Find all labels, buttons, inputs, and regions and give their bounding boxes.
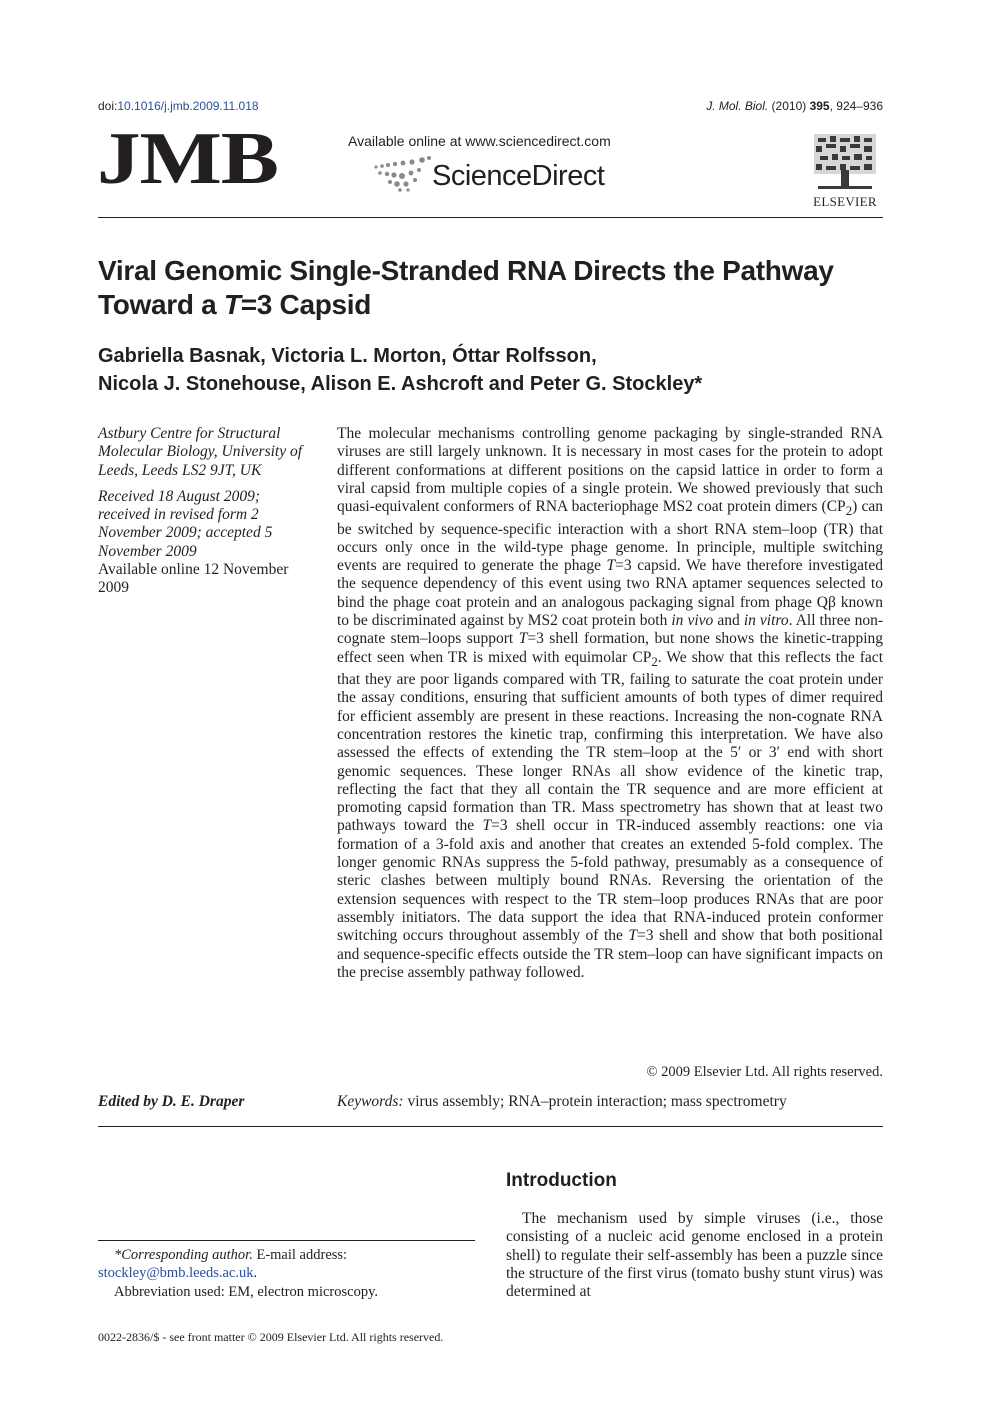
available-online-date: Available online 12 November 2009	[98, 561, 289, 597]
sciencedirect-logo-icon	[372, 153, 432, 193]
sciencedirect-wordmark: ScienceDirect	[432, 160, 605, 192]
author-list: Gabriella Basnak, Victoria L. Morton, Óttar Rolfsson, Nicola J. Stonehouse, Alison E. Ashcroft and Peter G. Stockley*	[98, 345, 703, 395]
elsevier-wordmark: ELSEVIER	[813, 194, 877, 209]
elsevier-tree-logo-icon	[808, 130, 882, 192]
section-heading-introduction: Introduction	[506, 1170, 617, 1191]
footnote-divider	[98, 1240, 475, 1241]
introduction-text: The mechanism used by simple viruses (i.e., those consisting of a nucleic acid genome enclosed in a protein shell) to regulate their self-assembly has been a puzzle since the structure of the first virus (tomato bushy stunt virus) was determined at	[506, 1210, 883, 1301]
journal-citation: J. Mol. Biol. (2010) 395, 924–936	[706, 99, 883, 113]
doi: doi:10.1016/j.jmb.2009.11.018	[98, 99, 259, 113]
abstract-divider	[98, 1126, 883, 1127]
available-online-text: Available online at www.sciencedirect.com	[348, 133, 611, 149]
article-title: Viral Genomic Single-Stranded RNA Directs the Pathway Toward a T=3 Capsid	[98, 255, 834, 320]
journal-logo: JMB	[97, 118, 278, 200]
abstract: The molecular mechanisms controlling genome packaging by single-stranded RNA viruses are still largely unknown. It is necessary in most cases for the protein to adopt different conformations at different positions on the capsid lattice in order to form a viral capsid from multiple copies of a single protein. We showed previously that such quasi-equivalent conformers of RNA bacteriophage MS2 coat protein dimers $(CP_2)$ can be switched by sequence-specific interaction with a short RNA stem–loop (TR) that occurs only once in the wild-type phage genome. In principle, multiple switching events are required to generate the phage T=3 capsid. We have therefore investigated the sequence dependency of this event using two RNA aptamer sequences selected to bind the phage coat protein and an analogous packaging signal from phage Qβ known to be discriminated against by MS2 coat protein both in vivo and in vitro. All three non-cognate stem–loops support T=3 shell formation, but none shows the kinetic-trapping effect seen when TR is mixed with equimolar $CP_2$. We show that this reflects the fact that they are poor ligands compared with TR, failing to saturate the coat protein under the assay conditions, ensuring that sufficient amounts of both types of dimer required for efficient assembly are present in these reactions. Increasing the non-cognate RNA concentration restores the kinetic trap, confirming this interpretation. We have also assessed the effects of extending the TR stem–loop at the 5′ or 3′ end with short genomic sequences. These longer RNAs all show evidence of the kinetic trap, reflecting the fact that they all contain the TR sequence and are more efficient at promoting capsid formation than TR. Mass spectrometry has shown that at least two pathways toward the T=3 shell occur in TR-induced assembly reactions: one via formation of a 3-fold axis and another that creates an extended 5-fold complex. The longer genomic RNAs suppress the 5-fold pathway, presumably as a consequence of steric clashes between multiply bound RNAs. Reversing the orientation of the extension sequences with respect to the TR stem–loop produces RNAs that are poor assembly initiators. The data support the idea that RNA-induced protein conformer switching occurs throughout assembly of the T=3 shell and show that both positional and sequence-specific effects outside the TR stem–loop can have significant impacts on the precise assembly pathway followed.	[337, 425, 884, 981]
received-dates: Received 18 August 2009; received in revised form 2 November 2009; accepted 5 November 2009	[98, 487, 273, 560]
abbreviation-note: Abbreviation used: EM, electron microscopy.	[114, 1283, 379, 1300]
footnotes: *Corresponding author. E-mail address: stockley@bmb.leeds.ac.uk. Abbreviation used: EM, electron microscopy.	[98, 1246, 475, 1301]
affiliation: Astbury Centre for Structural Molecular Biology, University of Leeds, Leeds LS2 9JT, UK	[98, 425, 303, 479]
editor-credit: Edited by D. E. Draper	[98, 1093, 245, 1110]
keywords: Keywords: virus assembly; RNA–protein interaction; mass spectrometry	[337, 1093, 787, 1110]
running-header	[98, 99, 883, 115]
abstract-copyright: © 2009 Elsevier Ltd. All rights reserved.	[646, 1064, 883, 1080]
masthead-divider	[98, 217, 883, 218]
article-info-sidebar	[98, 425, 313, 606]
front-matter-line: 0022-2836/$ - see front matter © 2009 Elsevier Ltd. All rights reserved.	[98, 1330, 444, 1344]
author-email-link[interactable]: stockley@bmb.leeds.ac.uk	[98, 1265, 254, 1282]
doi-link[interactable]: 10.1016/j.jmb.2009.11.018	[117, 99, 259, 113]
